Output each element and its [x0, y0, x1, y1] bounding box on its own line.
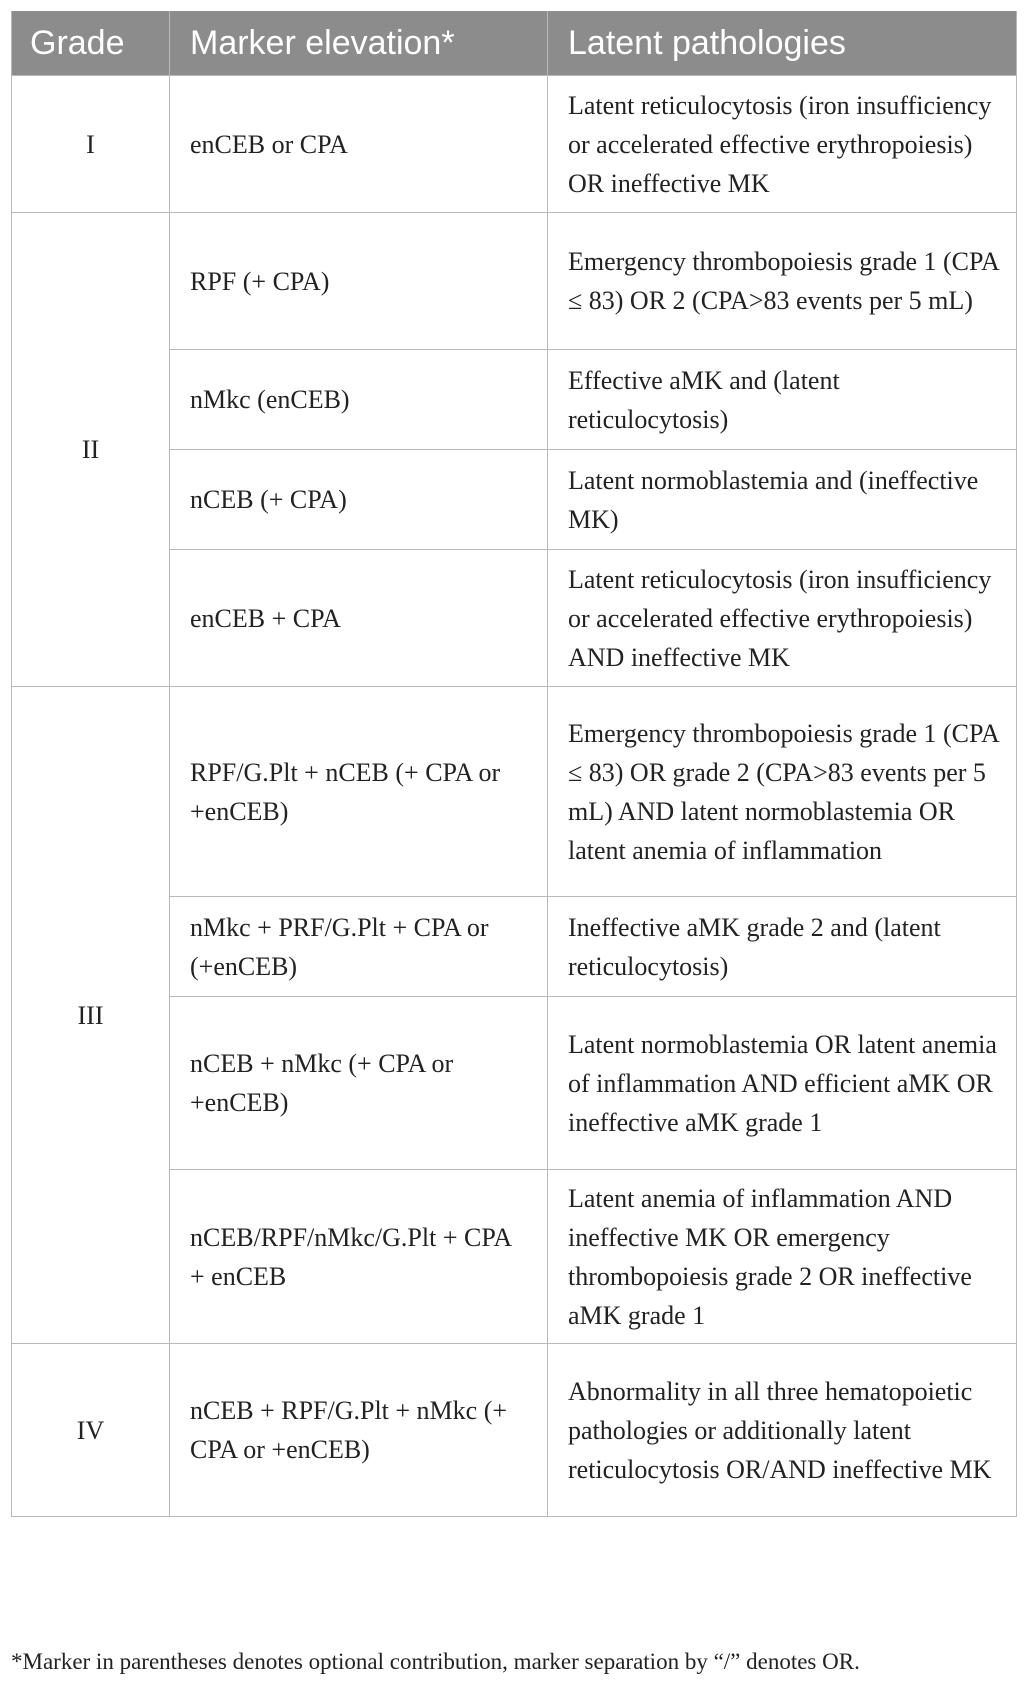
marker-cell: enCEB + CPA [170, 550, 548, 687]
marker-cell: nCEB + nMkc (+ CPA or +enCEB) [170, 997, 548, 1170]
grade-cell: I [12, 76, 170, 213]
marker-cell: enCEB or CPA [170, 76, 548, 213]
header-latent-pathologies: Latent pathologies [548, 11, 1017, 76]
pathology-cell: Ineffective aMK grade 2 and (latent reticulocytosis) [548, 897, 1017, 997]
table-row [12, 1344, 1017, 1517]
header-grade: Grade [12, 11, 170, 76]
table-row [12, 213, 1017, 350]
marker-cell: nMkc (enCEB) [170, 350, 548, 450]
table-row [12, 76, 1017, 213]
pathology-cell: Latent normoblastemia and (ineffective MK) [548, 450, 1017, 550]
pathology-cell: Emergency thrombopoiesis grade 1 (CPA ≤ 83) OR 2 (CPA>83 events per 5 mL) [548, 213, 1017, 350]
grade-cell: IV [12, 1344, 170, 1517]
marker-cell: nMkc + PRF/G.Plt + CPA or (+enCEB) [170, 897, 548, 997]
pathology-cell: Latent reticulocytosis (iron insufficiency or accelerated effective erythropoiesis) AND ineffective MK [548, 550, 1017, 687]
pathology-cell: Abnormality in all three hematopoietic pathologies or additionally latent reticulocytosis OR/AND ineffective MK [548, 1344, 1017, 1517]
pathology-cell: Latent anemia of inflammation AND ineffective MK OR emergency thrombopoiesis grade 2 OR ineffective aMK grade 1 [548, 1170, 1017, 1344]
table-row [12, 687, 1017, 897]
marker-cell: nCEB (+ CPA) [170, 450, 548, 550]
pathology-cell: Emergency thrombopoiesis grade 1 (CPA ≤ 83) OR grade 2 (CPA>83 events per 5 mL) AND latent normoblastemia OR latent anemia of inflammation [548, 687, 1017, 897]
table-footnote: *Marker in parentheses denotes optional contribution, marker separation by “/” denotes OR. [11, 1649, 860, 1674]
header-row [12, 11, 1017, 76]
pathology-cell: Latent reticulocytosis (iron insufficiency or accelerated effective erythropoiesis) OR ineffective MK [548, 76, 1017, 213]
grading-table [11, 11, 1017, 1517]
marker-cell: RPF (+ CPA) [170, 213, 548, 350]
pathology-cell: Latent normoblastemia OR latent anemia of inflammation AND efficient aMK OR ineffective aMK grade 1 [548, 997, 1017, 1170]
header-marker-elevation: Marker elevation* [170, 11, 548, 76]
marker-cell: RPF/G.Plt + nCEB (+ CPA or +enCEB) [170, 687, 548, 897]
pathology-cell: Effective aMK and (latent reticulocytosis) [548, 350, 1017, 450]
marker-cell: nCEB/RPF/nMkc/G.Plt + CPA + enCEB [170, 1170, 548, 1344]
grade-cell: III [12, 687, 170, 1344]
grade-cell: II [12, 213, 170, 687]
marker-cell: nCEB + RPF/G.Plt + nMkc (+ CPA or +enCEB) [170, 1344, 548, 1517]
